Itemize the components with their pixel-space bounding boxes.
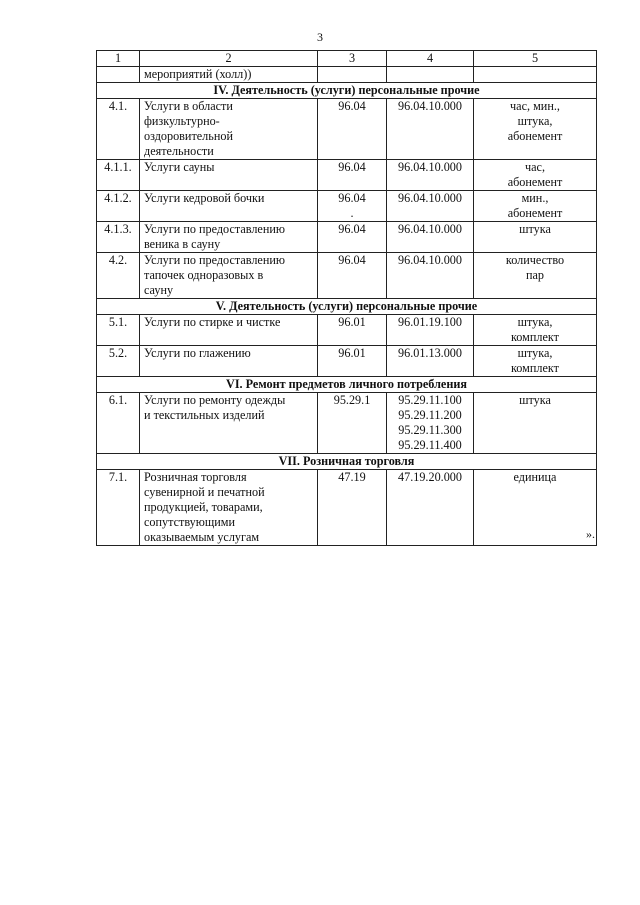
unit-cell: единица bbox=[474, 470, 597, 546]
section-heading: VI. Ремонт предметов личного потребления bbox=[97, 377, 597, 393]
section-heading: IV. Деятельность (услуги) персональные прочие bbox=[97, 83, 597, 99]
okpd-code-cell bbox=[387, 67, 474, 83]
table-row bbox=[97, 393, 597, 454]
item-number-cell: 4.1.1. bbox=[97, 160, 140, 191]
service-name-cell: Услуги по предоставлению веника в сауну bbox=[140, 222, 318, 253]
column-number-header-row bbox=[97, 51, 597, 67]
table-body bbox=[97, 51, 597, 546]
service-name-cell: Розничная торговля сувенирной и печатной продукцией, товарами, сопутствующими оказываемым услугам bbox=[140, 470, 318, 546]
item-number-cell: 6.1. bbox=[97, 393, 140, 454]
okpd-code-cell: 96.01.19.100 bbox=[387, 315, 474, 346]
okpd-code-cell: 95.29.11.100 95.29.11.200 95.29.11.300 95.29.11.400 bbox=[387, 393, 474, 454]
okved-code-cell: 96.04 bbox=[318, 99, 387, 160]
services-table bbox=[96, 50, 597, 546]
table-row bbox=[97, 470, 597, 546]
okpd-code-cell: 96.04.10.000 bbox=[387, 253, 474, 299]
okved-code-cell: 96.04 . bbox=[318, 191, 387, 222]
okved-code-cell: 96.04 bbox=[318, 222, 387, 253]
table-row bbox=[97, 67, 597, 83]
service-name-cell: Услуги по стирке и чистке bbox=[140, 315, 318, 346]
section-heading-row bbox=[97, 299, 597, 315]
table-row bbox=[97, 253, 597, 299]
section-heading-row bbox=[97, 377, 597, 393]
okved-code-cell: 95.29.1 bbox=[318, 393, 387, 454]
item-number-cell: 4.1.2. bbox=[97, 191, 140, 222]
section-heading: V. Деятельность (услуги) персональные прочие bbox=[97, 299, 597, 315]
unit-cell: мин., абонемент bbox=[474, 191, 597, 222]
okved-code-cell: 96.01 bbox=[318, 346, 387, 377]
service-name-cell: Услуги кедровой бочки bbox=[140, 191, 318, 222]
section-heading-row bbox=[97, 83, 597, 99]
item-number-cell: 4.1. bbox=[97, 99, 140, 160]
service-name-cell: Услуги в области физкультурно- оздоровительной деятельности bbox=[140, 99, 318, 160]
okved-code-cell bbox=[318, 67, 387, 83]
service-name-cell: Услуги по глажению bbox=[140, 346, 318, 377]
closing-quote-mark: ». bbox=[586, 527, 595, 541]
unit-cell: штука, комплект bbox=[474, 346, 597, 377]
item-number-cell: 4.2. bbox=[97, 253, 140, 299]
unit-cell: час, мин., штука, абонемент bbox=[474, 99, 597, 160]
item-number-cell bbox=[97, 67, 140, 83]
item-number-cell: 7.1. bbox=[97, 470, 140, 546]
unit-cell: штука bbox=[474, 222, 597, 253]
okpd-code-cell: 96.04.10.000 bbox=[387, 222, 474, 253]
item-number-cell: 5.2. bbox=[97, 346, 140, 377]
okpd-code-cell: 96.01.13.000 bbox=[387, 346, 474, 377]
section-heading: VII. Розничная торговля bbox=[97, 454, 597, 470]
section-heading-row bbox=[97, 454, 597, 470]
column-number-1: 1 bbox=[97, 51, 140, 67]
column-number-3: 3 bbox=[318, 51, 387, 67]
service-name-cell: Услуги по ремонту одежды и текстильных изделий bbox=[140, 393, 318, 454]
table-row bbox=[97, 99, 597, 160]
okpd-code-cell: 96.04.10.000 bbox=[387, 191, 474, 222]
okved-code-cell: 96.01 bbox=[318, 315, 387, 346]
okved-code-cell: 47.19 bbox=[318, 470, 387, 546]
item-number-cell: 5.1. bbox=[97, 315, 140, 346]
table-row bbox=[97, 160, 597, 191]
service-name-cell: Услуги сауны bbox=[140, 160, 318, 191]
okpd-code-cell: 96.04.10.000 bbox=[387, 99, 474, 160]
unit-cell: количество пар bbox=[474, 253, 597, 299]
okved-code-cell: 96.04 bbox=[318, 160, 387, 191]
column-number-5: 5 bbox=[474, 51, 597, 67]
unit-cell bbox=[474, 67, 597, 83]
table-row bbox=[97, 222, 597, 253]
table-row bbox=[97, 346, 597, 377]
service-name-cell: Услуги по предоставлению тапочек одноразовых в сауну bbox=[140, 253, 318, 299]
okpd-code-cell: 96.04.10.000 bbox=[387, 160, 474, 191]
unit-cell: штука bbox=[474, 393, 597, 454]
service-name-cell: мероприятий (холл)) bbox=[140, 67, 318, 83]
page-number: 3 bbox=[317, 30, 323, 44]
okved-code-cell: 96.04 bbox=[318, 253, 387, 299]
table-row bbox=[97, 191, 597, 222]
item-number-cell: 4.1.3. bbox=[97, 222, 140, 253]
okpd-code-cell: 47.19.20.000 bbox=[387, 470, 474, 546]
column-number-2: 2 bbox=[140, 51, 318, 67]
unit-cell: штука, комплект bbox=[474, 315, 597, 346]
table-row bbox=[97, 315, 597, 346]
unit-cell: час, абонемент bbox=[474, 160, 597, 191]
column-number-4: 4 bbox=[387, 51, 474, 67]
